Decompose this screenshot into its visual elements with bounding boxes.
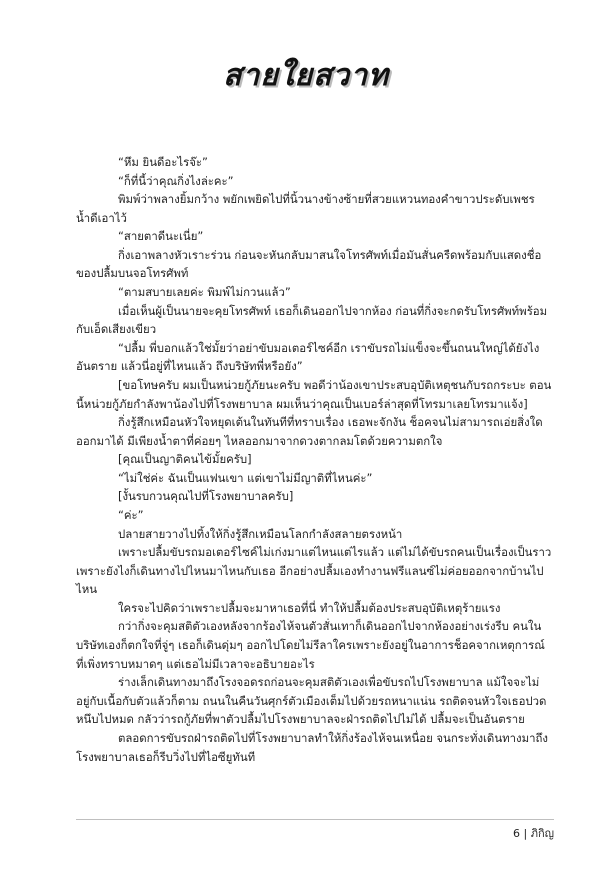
paragraph: ปลายสายวางไปทิ้งให้กิ่งรู้สึกเหมือนโลกกำลังสลายตรงหน้า bbox=[118, 526, 403, 541]
paragraph: [งั้นรบกวนคุณไปที่โรงพยาบาลครับ] bbox=[118, 489, 294, 504]
title-area bbox=[0, 52, 612, 99]
paragraph: [คุณเป็นญาติคนไข้มั้ยครับ] bbox=[118, 452, 252, 467]
footer-divider bbox=[76, 819, 554, 820]
page-number: 6 bbox=[512, 827, 520, 840]
paragraph: “ไม่ใช่ค่ะ ฉันเป็นแฟนเขา แต่เขาไม่มีญาติที่ไหนค่ะ” bbox=[118, 470, 373, 485]
paragraph: กิ่งเอาพลางหัวเราะร่วน ก่อนจะหันกลับมาสนใจโทรศัพท์เมื่อมันสั่นครืดพร้อมกับแสดงชื่อของปลื้มบนจอโทรศัพท์ bbox=[76, 247, 542, 281]
book-title: สายใยสวาท bbox=[223, 58, 389, 93]
paragraph: เพราะปลื้มขับรถมอเตอร์ไซค์ไม่เก่งมาแต่ไหนแต่ไรแล้ว แต่ไม่ได้ขับรถคนเป็นเรื่องเป็นราวเพราะยังไงก็เดินทางไปไหนมาไหนกับเธอ อีกอย่างปลื้มเองทำงานฟรีแลนซ์ไม่ค่อยออกจากบ้านไปไหน bbox=[76, 545, 552, 597]
footer-separator: | bbox=[523, 827, 528, 840]
paragraph: “สายตาดีนะเนี่ย” bbox=[118, 229, 204, 244]
paragraph: “ก็ที่นี้ว่าคุณกิ่งไงล่ะคะ” bbox=[118, 173, 234, 188]
paragraph: “ตามสบายเลยค่ะ พิมพ์ไม่กวนแล้ว” bbox=[118, 285, 291, 300]
paragraph: “ปลื้ม พี่บอกแล้วใช่มั้ยว่าอย่าขับมอเตอร์ไซค์อีก เราขับรถไม่แข็งจะขึ้นถนนใหญ่ได้ยังไงอันตราย แล้วนี่อยู่ที่ไหนแล้ว ถึงบริษัทพี่หรือยัง” bbox=[76, 340, 540, 374]
footer-author: ภิกิญ bbox=[530, 827, 554, 840]
paragraph: ตลอดการขับรถฝ่ารถติดไปที่โรงพยาบาลทำให้กิ่งร้องไห้จนเหนื่อย จนกระทั่งเดินทางมาถึงโรงพยาบาลเธอก็รีบวิ่งไปที่ไอซียูทันที bbox=[76, 730, 548, 764]
page-footer bbox=[513, 824, 554, 842]
paragraph: “ค่ะ” bbox=[118, 507, 144, 522]
paragraph: กว่ากิ่งจะคุมสติตัวเองหลังจากร้องไห้จนตัวสั่นเทาก็เดินออกไปจากห้องอย่างเร่งรีบ คนในบริษัทเองก็ตกใจที่จู่ๆ เธอก็เดินดุ่มๆ ออกไปโดยไม่รีลาใครเพราะยังอยู่ในอาการช็อคจากเหตุการณ์ที่เพิ่งทราบหมาดๆ แต่เธอไม่มีเวลาจะอธิบายอะไร bbox=[76, 619, 545, 671]
body-text bbox=[76, 153, 552, 766]
paragraph: ใครจะไปคิดว่าเพราะปลื้มจะมาหาเธอที่นี่ ทำให้ปลื้มต้องประสบอุบัติเหตุร้ายแรง bbox=[118, 600, 501, 615]
paragraph: ร่างเล็กเดินทางมาถึงโรงจอดรถก่อนจะคุมสติตัวเองเพื่อขับรถไปโรงพยาบาล แม้ใจจะไม่อยู่กับเนื้อกับตัวแล้วก็ตาม ถนนในคืนวันศุกร์ตัวเมืองเต็มไปด้วยรถหนาแน่น รถติดจนหัวใจเธอปวดหนึบไปหมด กลัวว่ารถกู้ภัยที่พาตัวปลื้มไปโรงพยาบาลจะฝ่ารถติดไปไม่ได้ ปลื้มจะเป็นอันตราย bbox=[76, 675, 547, 727]
paragraph: [ขอโทษครับ ผมเป็นหน่วยกู้ภัยนะครับ พอดีว่าน้องเขาประสบอุบัติเหตุชนกับรถกระบะ ตอนนี้หน่วยกู้ภัยกำลังพาน้องไปที่โรงพยาบาล ผมเห็นว่าคุณเป็นเบอร์ล่าสุดที่โทรมาเลยโทรมาแจ้ง] bbox=[76, 377, 552, 411]
paragraph: พิมพ์ว่าพลางยิ้มกว้าง พยักเพยิดไปที่นิ้วนางข้างซ้ายที่สวยแหวนทองคำขาวประดับเพชรน้ำดีเอาไว้ bbox=[76, 192, 535, 225]
paragraph: “หึม ยินดีอะไรจ๊ะ” bbox=[118, 155, 208, 169]
paragraph: กิ่งรู้สึกเหมือนหัวใจหยุดเต้นในทันทีที่ทราบเรื่อง เธอพะจักงัน ช็อคจนไม่สามารถเอ่ยสิ่งใดออกมาได้ มีเพียงน้ำตาที่ค่อยๆ ไหลออกมาจากดวงตากลมโตด้วยความตกใจ bbox=[76, 415, 543, 448]
paragraph: เมื่อเห็นผู้เป็นนายจะคุยโทรศัพท์ เธอก็เดินออกไปจากห้อง ก่อนที่กิ่งจะกดรับโทรศัพท์พร้อมกับเอ็ดเสียงเขียว bbox=[76, 303, 548, 337]
